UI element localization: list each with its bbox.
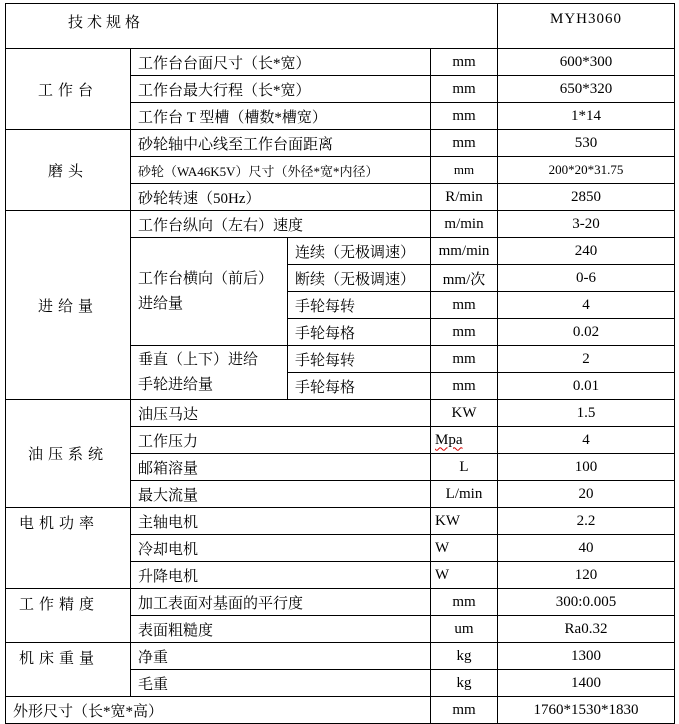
section-label-motor-power: 电机功率	[6, 508, 131, 589]
spec-label: 工作台最大行程（长*宽）	[131, 76, 431, 103]
spec-unit: W	[431, 562, 498, 589]
spec-sublabel: 手轮每格	[288, 373, 431, 400]
spec-label: 砂轮（WA46K5V）尺寸（外径*宽*内径）	[131, 157, 431, 184]
spec-unit: mm	[431, 319, 498, 346]
table-row	[6, 589, 675, 616]
table-row	[6, 697, 675, 724]
spec-unit: mm	[431, 130, 498, 157]
spec-unit: mm	[431, 103, 498, 130]
spec-unit: mm	[431, 49, 498, 76]
spec-value: 40	[498, 535, 675, 562]
feed-group-label-line: 垂直（上下）进给	[138, 351, 259, 368]
spec-value: 0-6	[498, 265, 675, 292]
spec-table	[5, 3, 675, 724]
spec-unit: mm	[431, 697, 498, 724]
feed-group-label-line: 进给量	[138, 295, 184, 312]
section-label-grinding-head: 磨头	[6, 130, 131, 211]
table-header-row	[6, 4, 675, 49]
spec-unit: L/min	[431, 481, 498, 508]
spec-unit: mm	[431, 292, 498, 319]
spec-unit: kg	[431, 643, 498, 670]
section-label-feed: 进给量	[6, 211, 131, 400]
spec-label: 升降电机	[131, 562, 431, 589]
table-row	[6, 130, 675, 157]
spec-unit: um	[431, 616, 498, 643]
spec-label: 工作台台面尺寸（长*宽）	[131, 49, 431, 76]
table-row	[6, 400, 675, 427]
spec-value: 240	[498, 238, 675, 265]
section-label-hydraulic: 油压系统	[6, 400, 131, 508]
spec-unit: R/min	[431, 184, 498, 211]
spec-value: 120	[498, 562, 675, 589]
spec-unit: mm	[431, 373, 498, 400]
spec-unit: mm	[431, 157, 498, 184]
spec-sublabel: 连续（无极调速）	[288, 238, 431, 265]
spec-value: 0.02	[498, 319, 675, 346]
spec-sublabel: 手轮每转	[288, 292, 431, 319]
spec-unit	[431, 427, 498, 454]
spec-value: 1300	[498, 643, 675, 670]
table-row	[6, 211, 675, 238]
spec-value: 650*320	[498, 76, 675, 103]
spec-value: 2850	[498, 184, 675, 211]
spec-value: 1400	[498, 670, 675, 697]
spec-value: Ra0.32	[498, 616, 675, 643]
spec-value: 3-20	[498, 211, 675, 238]
spec-value: 600*300	[498, 49, 675, 76]
spec-unit: L	[431, 454, 498, 481]
spec-value: 1.5	[498, 400, 675, 427]
spec-sheet	[5, 3, 675, 724]
spec-value: 100	[498, 454, 675, 481]
spec-unit: W	[431, 535, 498, 562]
spec-value: 2.2	[498, 508, 675, 535]
spec-unit: mm	[431, 346, 498, 373]
spec-value: 2	[498, 346, 675, 373]
spec-value: 200*20*31.75	[498, 157, 675, 184]
spec-label: 净重	[131, 643, 431, 670]
feed-group-label-line: 工作台横向（前后）	[138, 270, 274, 287]
spec-label: 主轴电机	[131, 508, 431, 535]
spec-label: 工作台 T 型槽（槽数*槽宽）	[131, 103, 431, 130]
overall-dimensions-label: 外形尺寸（长*宽*高）	[6, 697, 431, 724]
spec-label: 表面粗糙度	[131, 616, 431, 643]
spec-label: 砂轮轴中心线至工作台面距离	[131, 130, 431, 157]
spec-label: 毛重	[131, 670, 431, 697]
spec-label: 加工表面对基面的平行度	[131, 589, 431, 616]
spec-unit: kg	[431, 670, 498, 697]
spec-label: 冷却电机	[131, 535, 431, 562]
feed-group-label-line: 手轮进给量	[138, 376, 214, 393]
feed-group-label-cross	[131, 238, 288, 346]
spec-label: 砂轮转速（50Hz）	[131, 184, 431, 211]
spec-value: 1*14	[498, 103, 675, 130]
spec-value: 4	[498, 427, 675, 454]
spec-unit: m/min	[431, 211, 498, 238]
spec-label: 工作台纵向（左右）速度	[131, 211, 431, 238]
table-title: 技术规格	[6, 4, 498, 49]
spec-value: 0.01	[498, 373, 675, 400]
spec-unit: mm	[431, 76, 498, 103]
section-label-worktable: 工作台	[6, 49, 131, 130]
spec-unit: KW	[431, 508, 498, 535]
misspelled-unit: Mpa	[435, 431, 463, 448]
spec-label: 最大流量	[131, 481, 431, 508]
spec-value: 1760*1530*1830	[498, 697, 675, 724]
spec-value: 20	[498, 481, 675, 508]
model-name: MYH3060	[498, 4, 675, 49]
table-row	[6, 49, 675, 76]
spec-sublabel: 手轮每转	[288, 346, 431, 373]
spec-value: 530	[498, 130, 675, 157]
spec-label: 工作压力	[131, 427, 431, 454]
spec-value: 300:0.005	[498, 589, 675, 616]
section-label-weight: 机床重量	[6, 643, 131, 697]
spec-label: 油压马达	[131, 400, 431, 427]
spec-sublabel: 断续（无极调速）	[288, 265, 431, 292]
table-row	[6, 508, 675, 535]
spec-unit: mm/次	[431, 265, 498, 292]
spec-unit: mm/min	[431, 238, 498, 265]
spec-sublabel: 手轮每格	[288, 319, 431, 346]
feed-group-label-vertical	[131, 346, 288, 400]
table-row	[6, 643, 675, 670]
section-label-accuracy: 工作精度	[6, 589, 131, 643]
spec-value: 4	[498, 292, 675, 319]
spec-unit: mm	[431, 589, 498, 616]
spec-unit: KW	[431, 400, 498, 427]
spec-label: 邮箱溶量	[131, 454, 431, 481]
